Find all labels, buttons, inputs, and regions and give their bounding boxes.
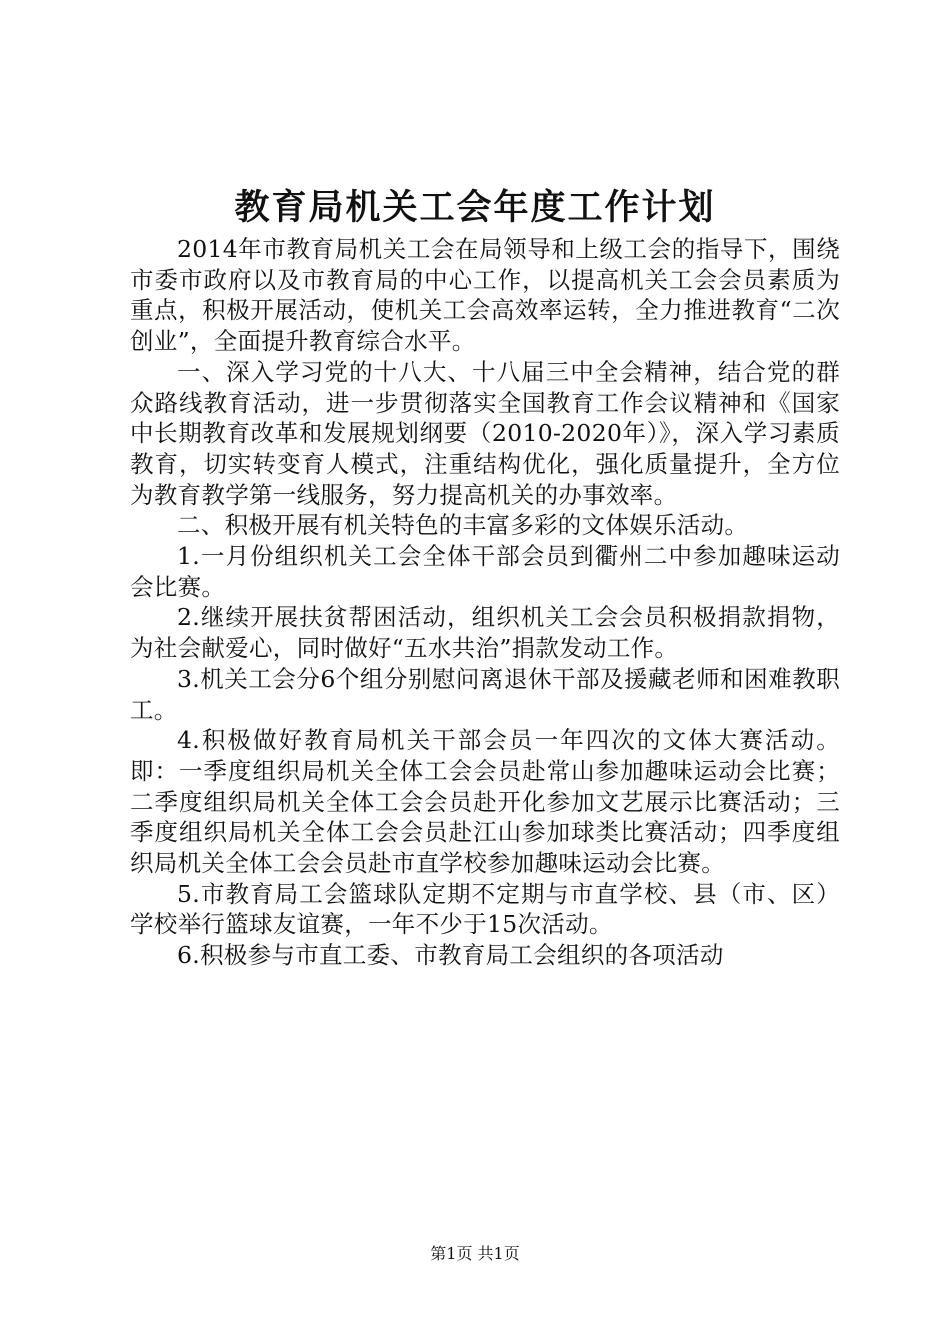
document-body — [130, 234, 840, 971]
section-two-heading: 二、积极开展有机关特色的丰富多彩的文体娱乐活动。 — [177, 511, 749, 540]
intro-paragraph: 2014年市教育局机关工会在局领导和上级工会的指导下，围绕市委市政府以及市教育局的中心工作，以提高机关工会会员素质为重点，积极开展活动，使机关工会高效率运转，全力推进教育“二次创业”，全面提升教育综合水平。 — [130, 235, 840, 356]
list-item-3: 3.机关工会分6个组分别慰问离退休干部及援藏老师和困难教职工。 — [130, 664, 840, 724]
section-one-paragraph: 一、深入学习党的十八大、十八届三中全会精神，结合党的群众路线教育活动，进一步贯彻落实全国教育工作会议精神和《国家中长期教育改革和发展规划纲要（2010-2020年）》，深入学习素质教育，切实转变育人模式，注重结构优化，强化质量提升，全方位为教育教学第一线服务，努力提高机关的办事效率。 — [130, 357, 840, 509]
list-item-5: 5.市教育局工会篮球队定期不定期与市直学校、县（市、区）学校举行篮球友谊赛，一年不少于15次活动。 — [130, 879, 840, 939]
document-title: 教育局机关工会年度工作计划 — [234, 187, 716, 228]
list-item-4: 4.积极做好教育局机关干部会员一年四次的文体大赛活动。即：一季度组织局机关全体工会会员赴常山参加趣味运动会比赛；二季度组织局机关全体工会会员赴开化参加文艺展示比赛活动；三季度组织局机关全体工会会员赴江山参加球类比赛活动；四季度组织局机关全体工会会员赴市直学校参加趣味运动会比赛。 — [130, 726, 840, 878]
list-item-6: 6.积极参与市直工委、市教育局工会组织的各项活动 — [177, 941, 724, 970]
page-number: 第1页 共1页 — [430, 1244, 520, 1263]
list-item-2: 2.继续开展扶贫帮困活动，组织机关工会会员积极捐款捐物，为社会献爱心，同时做好“五水共治”捐款发动工作。 — [130, 603, 840, 663]
list-item-1: 1.一月份组织机关工会全体干部会员到衢州二中参加趣味运动会比赛。 — [130, 542, 840, 601]
